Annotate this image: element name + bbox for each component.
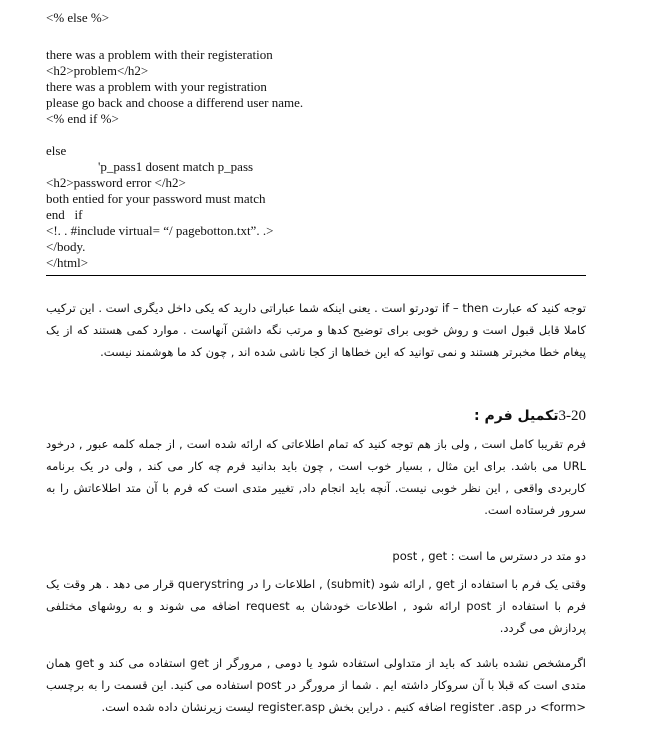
code-line: end if: [46, 207, 83, 222]
paragraph-text: دو متد در دسترس ما است : post , get: [392, 549, 586, 563]
code-line: <!. . #include virtual= “/ pagebotton.txt”. .>: [46, 223, 274, 238]
code-line: else: [46, 143, 67, 158]
code-line: <h2>password error </h2>: [46, 175, 186, 190]
section-number: 3-20: [558, 408, 586, 424]
paragraph-methods: [46, 545, 586, 567]
paragraph-text: فرم تقریبا کامل است , ولی باز هم توجه کنید که تمام اطلاعاتی که ارائه شده است , از جمله کلمه عبور , درخود URL می باشد. برای این مثال , بسیار خوب است , چون باید بدانید فرم چه کار می کند , ولی در یک برنامه کاربردی واقعی , این نظر خوبی نیست. آنچه باید انجام داد, تغییر متدی است که فرم با آن متد اطلاعاتش را به سرور فرستاده است.: [46, 437, 586, 517]
code-divider: [46, 275, 586, 276]
code-line: both entied for your password must match: [46, 191, 266, 206]
code-line: <% end if %>: [46, 111, 119, 126]
paragraph-browser-method: [46, 652, 586, 718]
section-heading: [474, 408, 586, 425]
paragraph-form-complete: [46, 433, 586, 521]
code-line: <% else %>: [46, 10, 110, 25]
code-line: there was a problem with your registration: [46, 79, 267, 94]
code-line: </html>: [46, 255, 89, 270]
code-line: there was a problem with their registeration: [46, 47, 273, 62]
paragraph-text: اگرمشخص نشده باشد که باید از متداولی استفاده شود یا دومی , مرورگر از get استفاده می کند و get همان متدی است که قبلا با آن سروکار داشته ایم . شما از مرورگر در post استفاده می کنید. این قسمت را به برچسب <form> در register .asp اضافه کنیم . دراین بخش register.asp لیست زیرنشان داده شده است.: [46, 656, 586, 714]
code-line: please go back and choose a differend user name.: [46, 95, 304, 110]
code-line: <h2>problem</h2>: [46, 63, 149, 78]
paragraph-text: توجه کنید که عبارت if – then تودرتو است . یعنی اینکه شما عباراتی دارید که یکی داخل دیگری است . این ترکیب کاملا قابل قبول است و روش خوبی برای توضیح کدها و مرتب نگه داشتن آنهاست . موارد کمی هستند که از یک پیغام خطا مخبرتر هستند و نمی توانید که این خطاها از کجا ناشی شده اند , چون کد ما هوشمند نیست.: [46, 301, 586, 359]
paragraph-text: وقتی یک فرم با استفاده از get , ارائه شود (submit) , اطلاعات را در querystring قرار می دهد . هر وقت یک فرم با استفاده از post ارائه شود , اطلاعات خودشان به request اضافه می شوند و به روشهای مختلفی پردازش می گردد.: [46, 577, 586, 635]
section-title: تکمیل فرم :: [474, 408, 559, 424]
paragraph-nested-if: [46, 297, 586, 363]
paragraph-get-post: [46, 573, 586, 639]
code-line: 'p_pass1 dosent match p_pass: [46, 159, 254, 174]
code-line: </body.: [46, 239, 86, 254]
